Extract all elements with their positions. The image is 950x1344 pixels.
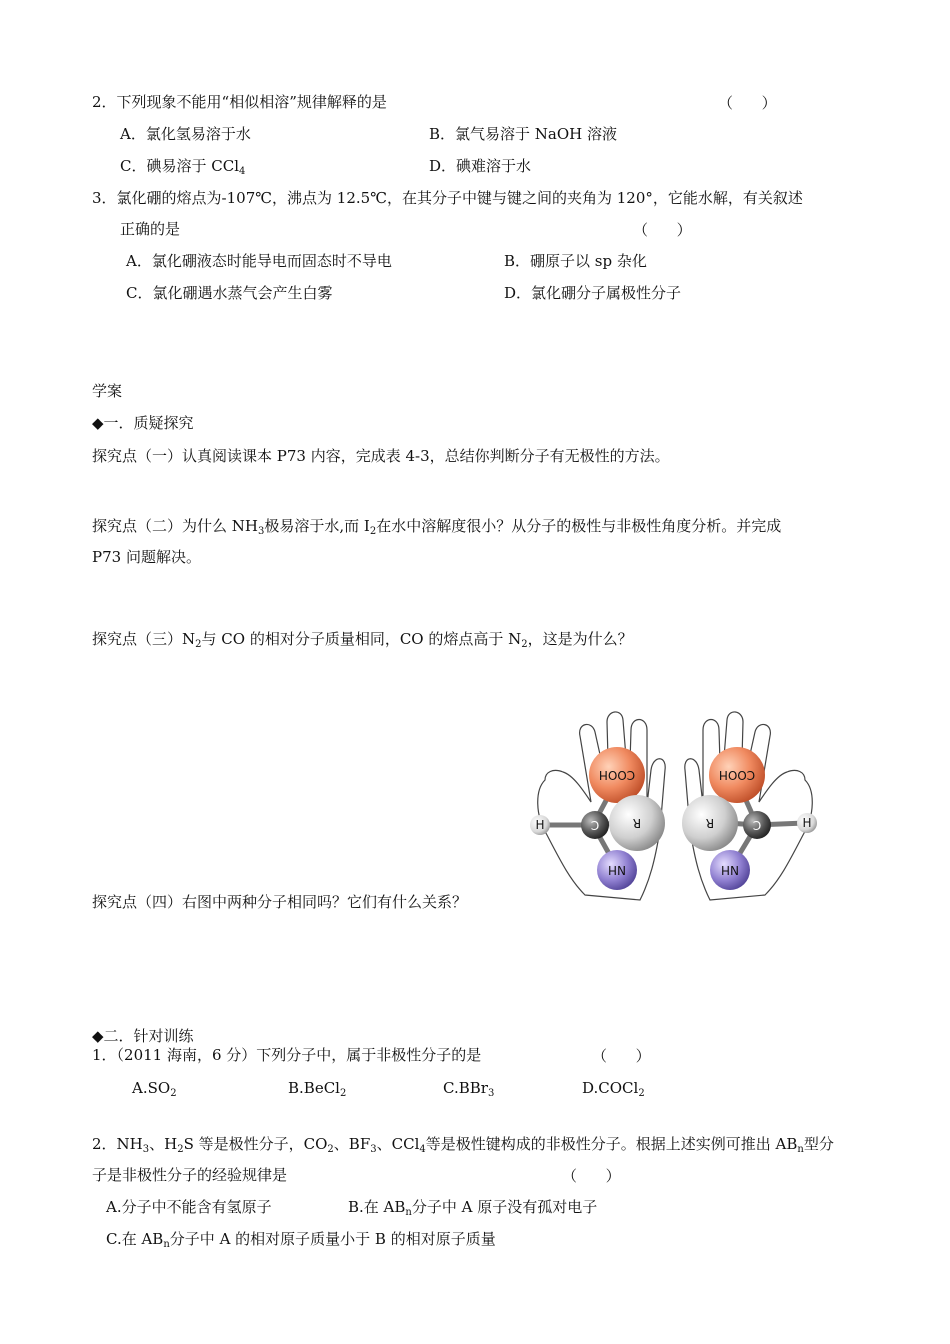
t1-stem: 1．（2011 海南，6 分）下列分子中，属于非极性分子的是	[92, 1046, 482, 1064]
t2-stem-line2: 子是非极性分子的经验规律是	[92, 1166, 288, 1184]
q3-stem-line2: 正确的是	[120, 220, 181, 238]
right-c-label: C	[752, 818, 762, 832]
t1-option-b: B.BeCl$_2$	[288, 1079, 347, 1099]
inquiry-point-4: 探究点（四）右图中两种分子相同吗？它们有什么关系？	[92, 893, 468, 911]
t1-answer-paren: （ ）	[592, 1047, 651, 1065]
right-nh2-label: NH	[721, 863, 739, 877]
q3-option-d: D．氯化硼分子属极性分子	[504, 284, 682, 302]
chiral-molecules-figure	[525, 710, 825, 910]
inquiry-point-2-line2: P73 问题解决。	[92, 548, 201, 566]
t1-option-a: $A.SO_2$	[132, 1079, 177, 1099]
q3-stem-line1: 3．氯化硼的熔点为-107℃，沸点为 12.5℃，在其分子中键与键之间的夹角为 120°，它能水解，有关叙述	[92, 189, 803, 207]
q2-stem: 2．下列现象不能用“相似相溶”规律解释的是	[92, 93, 387, 111]
t2-option-a: A.分子中不能含有氢原子	[106, 1198, 272, 1216]
q3-option-c: C．氯化硼遇水蒸气会产生白雾	[126, 284, 333, 302]
q2-option-c: C．碘易溶于 CCl$_4$	[120, 157, 246, 177]
section2-heading: ◆二．针对训练	[92, 1027, 194, 1045]
q2-option-b: B．氯气易溶于 NaOH 溶液	[429, 125, 618, 143]
left-r-label: R	[632, 816, 642, 830]
hands-molecules-illustration	[525, 710, 825, 910]
left-nh2-label: NH	[608, 863, 626, 877]
q2-option-d: D．碘难溶于水	[429, 157, 532, 175]
left-h-label: H	[535, 818, 545, 832]
q3-answer-paren: （ ）	[633, 221, 692, 239]
right-r-label: R	[705, 816, 715, 830]
left-cooh-label: COOH	[598, 768, 636, 782]
q2-option-a: A．氯化氢易溶于水	[120, 125, 251, 143]
right-cooh-label: COOH	[718, 768, 756, 782]
t2-option-b: B.在 $AB_n$分子中 A 原子没有孤对电子	[348, 1198, 598, 1218]
q3-option-a: A．氯化硼液态时能导电而固态时不导电	[126, 252, 392, 270]
q2-answer-paren: （ ）	[718, 94, 777, 112]
t1-option-d: D.COCl$_2$	[582, 1079, 645, 1099]
t2-option-c: C.在 $AB_n$分子中 A 的相对原子质量小于 B 的相对原子质量	[106, 1230, 496, 1250]
xuean-heading: 学案	[92, 382, 123, 400]
t1-option-c: C.BBr$_3$	[443, 1079, 495, 1099]
left-c-label: C	[590, 818, 600, 832]
right-h-label: H	[802, 816, 812, 830]
inquiry-point-3: 探究点（三）$N_2$与 CO 的相对分子质量相同，CO 的熔点高于 $N_2$，这是为什么？	[92, 630, 633, 650]
t2-answer-paren: （ ）	[562, 1167, 621, 1185]
section1-heading: ◆一．质疑探究	[92, 414, 194, 432]
inquiry-point-1: 探究点（一）认真阅读课本 P73 内容，完成表 4-3，总结你判断分子有无极性的方法。	[92, 447, 670, 465]
q3-option-b: B．硼原子以 sp 杂化	[504, 252, 647, 270]
t2-stem-line1: 2．$NH_3$、$H_2S$ 等是极性分子，$CO_2$、$BF_3$、CCl$_4$等是极性键构成的非极性分子。根据上述实例可推出 $AB_n$型分	[92, 1135, 834, 1155]
inquiry-point-2-line1: 探究点（二）为什么 $NH_3$极易溶于水,而 $I_2$在水中溶解度很小？从分子的极性与非极性角度分析。并完成	[92, 517, 782, 537]
